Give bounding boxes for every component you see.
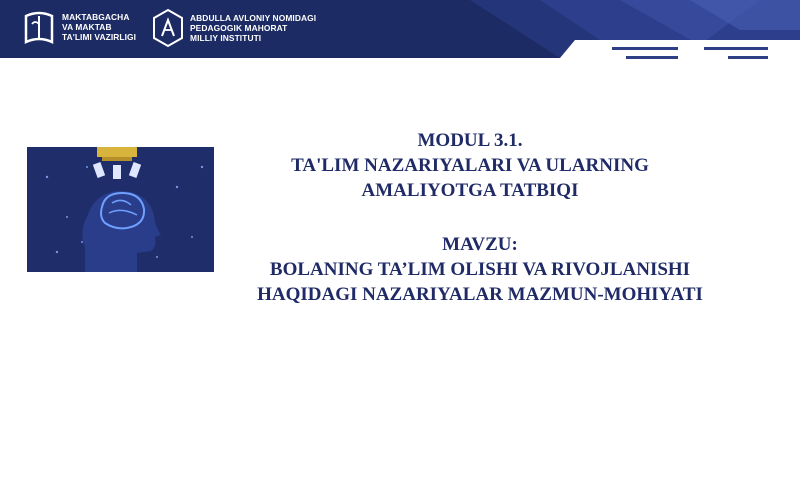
institute-name-line: MILLIY INSTITUTI [190, 33, 262, 43]
ministry-name-line: TA'LIMI VAZIRLIGI [62, 32, 137, 42]
institute-name-line: ABDULLA AVLONIY NOMIDAGI [190, 13, 317, 23]
topic-title [230, 232, 730, 307]
module-title-line: TA'LIM NAZARIYALARI VA ULARNING [291, 155, 649, 176]
ministry-logo [22, 8, 136, 46]
institute-name [190, 13, 316, 43]
module-title-line: AMALIYOTGA TATBIQI [361, 180, 579, 201]
institute-logo [152, 8, 316, 48]
module-title-line: MODUL 3.1. [417, 130, 523, 151]
header-accent-lines [0, 44, 800, 64]
topic-title-line: MAVZU: [442, 234, 518, 255]
institute-name-line: PEDAGOGIK MAHORAT [190, 23, 288, 33]
topic-title-line: HAQIDAGI NAZARIYALAR MAZMUN-MOHIYATI [257, 284, 703, 305]
ministry-name [62, 12, 136, 42]
brain-head-illustration [27, 147, 214, 272]
book-icon [22, 8, 56, 46]
ministry-name-line: MAKTABGACHA [62, 12, 130, 22]
topic-title-line: BOLANING TA’LIM OLISHI VA RIVOJLANISHI [269, 259, 691, 280]
institute-emblem-icon [152, 8, 184, 48]
ministry-name-line: VA MAKTAB [62, 22, 112, 32]
module-title [230, 128, 710, 203]
